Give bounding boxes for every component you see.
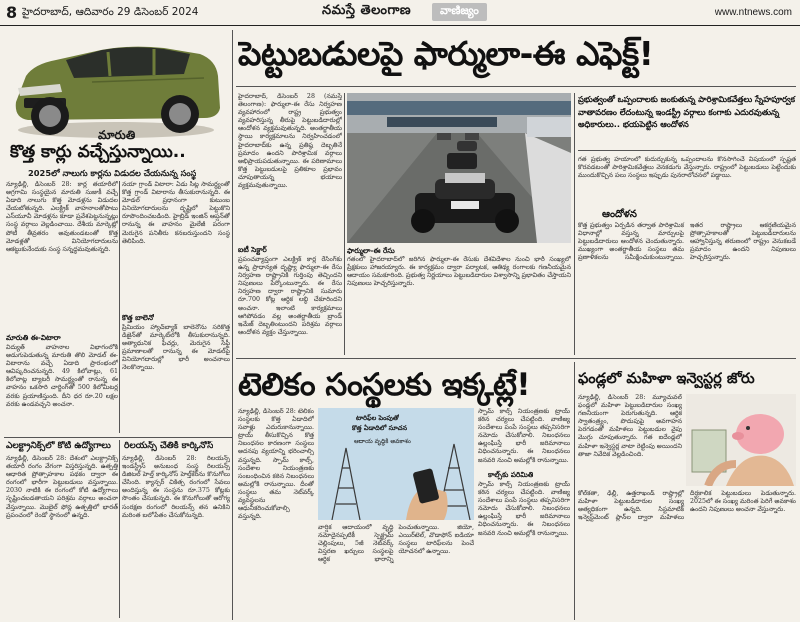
- piggy-bank-photo: [686, 394, 796, 486]
- column-divider: [232, 440, 233, 620]
- maruti-subhead: 2025లో నాలుగు కార్లను విడుదల చేయనున్న సంస్థ: [28, 168, 197, 178]
- masthead: [0, 0, 800, 26]
- race-photo-caption: ఫార్ములా-ఈ రేసు: [347, 246, 395, 255]
- telecom-headline: టెలికం సంస్థలకు ఇక్కట్లే!: [238, 367, 531, 403]
- telecom-body-col3: స్పామ్‌ కాల్స్‌ నియంత్రణకు ట్రాయ్‌ కఠిన చర్యలు చేపట్టింది. వాణిజ్య సందేశాలు పంపే సంస్థలు తప్పనిసరిగా నమోదు చేసుకోవాలి. నిబంధనలు ఉల్లంఘిస్తే భారీ జరిమానాలు విధించనున్నారు. ఈ నిబంధనలు జనవరి నుంచి అమల్లోకి రానున్నాయి.: [478, 408, 570, 464]
- telecom-subhead-calls: కాల్స్‌కు పరిమితి: [488, 470, 534, 479]
- formula-right-text-2: కొత్త ప్రభుత్వం ఏర్పడిన తర్వాత పారిశ్రామిక విధానాల్లో వస్తున్న మార్పులపై పెట్టుబడిదారులు ఆందోళన చెందుతున్నారు. ముఖ్యంగా అంతర్జాతీయ సంస్థలు తమ ప్రణాళికలను సమీక్షించుకుంటున్నాయి. ఇతర రాష్ట్రాలు ఆకర్షణీయమైన ప్రోత్సాహకాలతో పెట్టుబడిదారులను ఆహ్వానిస్తున్న తరుణంలో రాష్ట్రం వెనుకబడే ప్రమాదం ఉందని నిపుణులు హెచ్చరిస్తున్నారు.: [578, 222, 796, 262]
- date-line: హైదరాబాద్‌, ఆదివారం 29 డిసెంబర్‌ 2024: [22, 6, 199, 18]
- telecom-body-col4: స్పామ్‌ కాల్స్‌ నియంత్రణకు ట్రాయ్‌ కఠిన చర్యలు చేపట్టింది. వాణిజ్య సందేశాలు పంపే సంస్థలు తప్పనిసరిగా నమోదు చేసుకోవాలి. నిబంధనలు ఉల్లంఘిస్తే భారీ జరిమానాలు విధించనున్నారు. ఈ నిబంధనలు జనవరి నుంచి అమల్లోకి రానున్నాయి.: [478, 481, 570, 537]
- formula-right-text-1: గత ప్రభుత్వ హయాంలో కుదుర్చుకున్న ఒప్పందాలను కొనసాగించే విషయంలో స్పష్టత కొరవడటంతో పారిశ్రామికవేత్తలు వెనకడుగు వేస్తున్నారు. రాష్ట్రంలో పెట్టుబడులు పెట్టేందుకు ముందుకొచ్చిన పలు సంస్థలు ఇప్పుడు పునరాలోచనలో పడ్డాయి.: [578, 156, 796, 180]
- maruti-subhead-baleno: కొత్త బాలెనో: [122, 313, 155, 322]
- maruti-subhead-evitara: మారుతి ఈ-విటారా: [6, 333, 61, 342]
- formula-body-col1: హైదరాబాద్‌, డిసెంబర్‌ 28 (నమస్తే తెలంగాణ): ఫార్ములా-ఈ రేసు నిర్వహణ వ్యవహారంలో రాష్ట్ర ప్రభుత్వం వ్యవహరిస్తున్న తీరుపై పెట్టుబడిదారుల్లో ఆందోళన వ్యక్తమవుతున్నది. అంతర్జాతీయ స్థాయి కార్యక్రమాలను నిర్వహించడంలో హైదరాబాద్‌కు ఉన్న ప్రతిష్ఠ దెబ్బతినే ప్రమాదం ఉందని పారిశ్రామిక వర్గాలు అభిప్రాయపడుతున్నాయి. ఈ పరిణామాలు కొత్త పెట్టుబడులపై ప్రతికూల ప్రభావం చూపుతాయన్న భయాలు వ్యక్తమవుతున్నాయి.: [238, 93, 342, 190]
- column-divider: [344, 93, 345, 355]
- column-divider: [574, 93, 575, 355]
- reliance-body: న్యూఢిల్లీ, డిసెంబర్‌ 28: రిలయన్స్‌ ఇండస్ట్రీస్‌ అనుబంధ సంస్థ రిలయన్స్‌ డిజిటల్‌ హెల్త్‌ కార్కినోస్‌ హెల్త్‌కేర్‌ను కొనుగోలు చేసింది. క్యాన్సర్‌ చికిత్స రంగంలో సేవలు అందిస్తున్న ఈ సంస్థను రూ.375 కోట్లకు సొంతం చేసుకున్నది. ఈ కొనుగోలుతో ఆరోగ్య సంరక్షణ రంగంలో రిలయన్స్‌ తన ఉనికిని మరింత బలోపేతం చేసుకోనున్నది.: [122, 455, 230, 519]
- column-divider: [232, 30, 233, 440]
- electronics-body: న్యూఢిల్లీ, డిసెంబర్‌ 28: దేశంలో ఎలక్ట్రానిక్స్‌ తయారీ రంగం వేగంగా విస్తరిస్తున్నది. ఉత్పత్తి ఆధారిత ప్రోత్సాహకాల పథకం ద్వారా ఈ రంగంలో భారీగా పెట్టుబడులు వస్తున్నాయి. 2030 నాటికి ఈ రంగంలో కోటి ఉద్యోగాలు సృష్టించబడతాయని పరిశ్రమ వర్గాలు అంచనా వేస్తున్నాయి. మొబైల్‌ ఫోన్ల ఉత్పత్తిలో భారత్‌ ప్రపంచంలో రెండో స్థానంలో ఉన్నది.: [6, 455, 118, 519]
- maruti-headline: కొత్త కార్లు వచ్చేస్తున్నాయి..: [10, 142, 186, 162]
- graphic-line-3: ఆదాయ వృద్ధికి అవకాశం: [354, 438, 411, 445]
- formula-headline: పెట్టుబడులపై ఫార్ములా-ఈ ఎఫెక్ట్‌!: [238, 34, 654, 73]
- electronics-headline: ఎలక్ట్రానిక్స్‌లో కోటి ఉద్యోగాలు: [6, 441, 111, 451]
- graphic-line-2: కొత్త ఏడాదిలో సూచన: [352, 424, 408, 432]
- telecom-graphic: [318, 408, 474, 520]
- page-number: 8: [6, 3, 18, 22]
- car-photo: [4, 30, 226, 140]
- telecom-body-col1: న్యూఢిల్లీ, డిసెంబర్‌ 28: టెలికం సంస్థలకు కొత్త ఏడాదిలో సవాళ్లు ఎదురుకానున్నాయి. ట్రాయ్‌ తీసుకొచ్చిన కొత్త నిబంధనల కారణంగా సంస్థలు అదనపు వ్యయాన్ని భరించాల్సి వస్తున్నది. స్పామ్‌ కాల్స్‌, సందేశాల నియంత్రణకు సంబంధించిన కఠిన నిబంధనలు అమల్లోకి రానున్నాయి. దీంతో సంస్థలు తమ నెట్‌వర్క్‌ వ్యవస్థలను ఆధునీకరించుకోవాల్సి వస్తున్నది.: [238, 408, 314, 521]
- maruti-kicker: మారుతి: [98, 128, 136, 142]
- section-divider: [236, 358, 796, 359]
- formula-subhead-it: ఐటీ సెక్టార్‌: [238, 245, 267, 254]
- section-badge: వాణిజ్యం: [432, 3, 487, 21]
- paper-name: నమస్తే తెలంగాణ: [322, 3, 412, 18]
- telecom-body-col2: వార్షిక ఆదాయంలో వృద్ధి నమోదైనప్పటికీ స్పెక్ట్రమ్‌ చెల్లింపులు, 5జీ నెట్‌వర్క్‌ విస్తరణ ఖర్చులు సంస్థలపై ఆర్థిక భారాన్ని పెంచుతున్నాయి. జియో, ఎయిర్‌టెల్‌, వొడాఫోన్‌ ఐడియా సంస్థలు టారిఫ్‌లను పెంచే యోచనలో ఉన్నాయి.: [318, 524, 474, 564]
- formula-body-col3: గతంలో హైదరాబాద్‌లో జరిగిన ఫార్ములా-ఈ రేసుకు దేశవిదేశాల నుంచి భారీ సంఖ్యలో ప్రేక్షకులు హాజరయ్యారు. ఈ కార్యక్రమం ద్వారా పర్యాటక, ఆతిథ్య రంగాలకు గణనీయమైన ఆదాయం సమకూరింది. ప్రభుత్వ నిర్ణయాలు పెట్టుబడిదారుల విశ్వాసాన్ని ప్రభావితం చేస్తాయని నిపుణులు హెచ్చరిస్తున్నారు.: [347, 256, 571, 288]
- maruti-body-left: న్యూఢిల్లీ, డిసెంబర్‌ 28: కార్ల తయారీలో అగ్రగామి సంస్థయైన మారుతి సుజుకీ వచ్చే ఏడాది నాలుగు కొత్త మోడళ్లను విడుదల చేయబోతున్నది. ఎలక్ట్రిక్‌ వాహనాలతోపాటు ఎస్‌యూవీ మోడళ్లను కూడా ప్రవేశపెట్టనున్నట్లు సంస్థ వర్గాలు వెల్లడించాయి. దేశీయ మార్కెట్లో పోటీ తీవ్రతరం అవుతుండటంతో కొత్త మోడళ్లతో వినియోగదారులను ఆకట్టుకునేందుకు సంస్థ సన్నద్ధమవుతున్నది.: [6, 181, 118, 253]
- women-body-col1: న్యూఢిల్లీ, డిసెంబర్‌ 28: మ్యూచువల్‌ ఫండ్లలో మహిళా పెట్టుబడిదారుల సంఖ్య గణనీయంగా పెరుగుతున్నది. ఆర్థిక స్వాతంత్ర్యం, పొదుపుపై అవగాహన పెరగడంతో మహిళలు పెట్టుబడుల వైపు మొగ్గు చూపుతున్నారు. గత ఐదేండ్లలో మహిళా ఇన్వెస్టర్ల వాటా రెట్టింపు అయిందని తాజా నివేదిక వెల్లడించింది.: [578, 394, 682, 458]
- column-divider: [119, 181, 120, 433]
- women-headline: ఫండ్లలో మహిళా ఇన్వెస్టర్ల జోరు: [578, 371, 755, 387]
- formula-right-subhead: ఆందోళన: [602, 209, 637, 220]
- formula-pull-quote: ప్రభుత్వంతో ఒప్పందాలకు జంకుతున్న పారిశ్రామికవేత్తలు స్నేహపూర్వక వాతావరణం లేదంటున్న ఇండస్ట్రీ వర్గాలు కంగాకు ఎదురవుతున్న అధికారులు.. భయపెట్టిన ఆందోళన: [578, 93, 796, 151]
- women-body-col2: కోల్‌కతా, ఢిల్లీ, ఉత్తరాఖండ్‌ రాష్ట్రాల్లో మహిళా పెట్టుబడిదారుల సంఖ్య అత్యధికంగా ఉన్నది. సిస్టమాటిక్‌ ఇన్వెస్ట్‌మెంట్‌ ప్లాన్‌ల ద్వారా మహిళలు దీర్ఘకాలిక పెట్టుబడులు పెడుతున్నారు. 2025లో ఈ సంఖ్య మరింత పెరిగే అవకాశం ఉందని నిపుణులు అంచనా వేస్తున్నారు.: [578, 490, 796, 522]
- maruti-body-mid-2: ప్రీమియం హ్యాచ్‌బ్యాక్‌ బాలెనోను సరికొత్త డిజైన్‌తో మార్కెట్‌లోకి తీసుకురానున్నది. అత్యాధునిక ఫీచర్లు, మెరుగైన సేఫ్టీ ప్రమాణాలతో రానున్న ఈ మోడల్‌పై వినియోగదారుల్లో భారీ అంచనాలు నెలకొన్నాయి.: [122, 324, 230, 372]
- race-photo: [347, 93, 571, 243]
- website-url[interactable]: www.ntnews.com: [714, 7, 792, 18]
- maruti-body-mid: నయా గ్రాండ్‌ విటారా: ఏడు సీట్ల సామర్థ్యంతో కొత్త గ్రాండ్‌ విటారాను తీసుకురానున్నది. ఈ మోడల్‌ ప్రధానంగా కుటుంబ వినియోగదారులను దృష్టిలో పెట్టుకొని రూపొందించబడింది. హైబ్రిడ్‌ ఇంజిన్‌ ఆప్షన్‌తో రానున్న ఈ వాహనం మైలేజీ పరంగా మెరుగైన పనితీరు కనబరుస్తుందని సంస్థ తెలిపింది.: [122, 181, 230, 245]
- maruti-body-left-2: విద్యుత్‌ వాహనాల విభాగంలోకి అడుగుపెడుతున్న మారుతి తొలి మోడల్‌ ఈ-విటారాను వచ్చే ఏడాది ప్రారంభంలో ఆవిష్కరించనున్నది. 49 కిలోవాట్లు, 61 కిలోవాట్ల బ్యాటరీ సామర్థ్యంతో రానున్న ఈ వాహనం ఒకసారి చార్జింగ్‌తో 500 కిలోమీటర్ల వరకు ప్రయాణిస్తుంది. దీని ధర రూ.20 లక్షల వరకు ఉండవచ్చని అంచనా.: [6, 344, 118, 408]
- section-divider: [4, 437, 232, 438]
- column-divider: [574, 362, 575, 620]
- column-divider: [119, 440, 120, 618]
- reliance-headline: రిలయన్స్‌ చేతికి కార్కినోస్‌: [124, 441, 214, 451]
- formula-body-col2: ప్రపంచవ్యాప్తంగా ఎలక్ట్రిక్‌ కార్ల రేసింగ్‌కు ఉన్న ప్రాధాన్యత దృష్ట్యా ఫార్ములా-ఈ రేసు నిర్వహణ రాష్ట్రానికి గుర్తింపు తెచ్చిందని నిపుణులు పేర్కొంటున్నారు. ఈ రేసు నిర్వహణ ద్వారా రాష్ట్రానికి సుమారు రూ.700 కోట్ల ఆర్థిక లబ్ధి చేకూరిందని అంచనా. ఇలాంటి కార్యక్రమాలు ఆగిపోవడం వల్ల అంతర్జాతీయ బ్రాండ్‌ ఇమేజ్‌ దెబ్బతింటుందని పరిశ్రమ వర్గాలు ఆందోళన వ్యక్తం చేస్తున్నాయి.: [238, 256, 342, 336]
- graphic-line-1: టారిఫ్‌ల పెంపుతో: [356, 414, 400, 422]
- headline-underline: [236, 86, 796, 87]
